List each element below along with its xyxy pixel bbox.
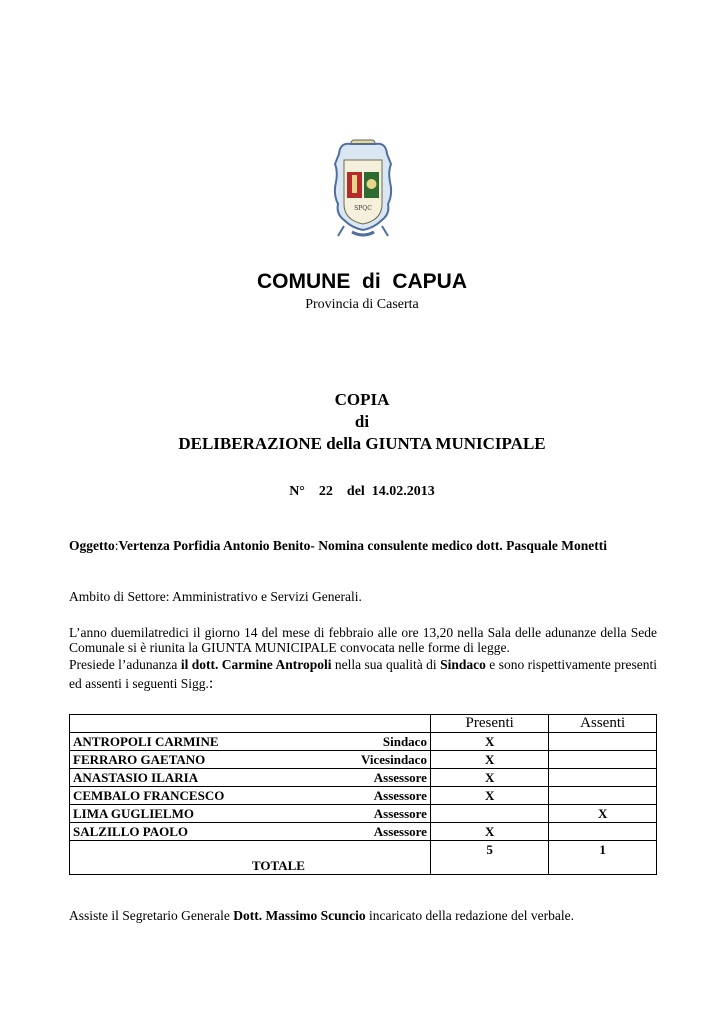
totale-presenti: 5 (430, 841, 548, 875)
table-row (70, 769, 657, 787)
header-name-cell (70, 715, 431, 733)
header-assenti: Assenti (549, 715, 657, 733)
ambito-settore: Ambito di Settore: Amministrativo e Servizi Generali. (69, 589, 362, 604)
presiede-line (69, 655, 657, 693)
oggetto-text: Vertenza Porfidia Antonio Benito- Nomina consulente medico dott. Pasquale Monetti (118, 538, 607, 553)
intro-line: L’anno duemilatredici il giorno 14 del mese di febbraio alle ore 13,20 nella Sala delle adunanze della Sede Comunale si è riunita la GIUNTA MUNICIPALE convocata nelle forme di legge. (69, 625, 657, 655)
table-row (70, 733, 657, 751)
document-type-line2: di (354, 412, 370, 431)
number-value: 22 (318, 484, 333, 499)
assente-cell (549, 751, 657, 769)
totale-label: TOTALE (70, 841, 431, 875)
table-row (70, 805, 657, 823)
oggetto-separator: : (114, 538, 119, 553)
member-role: Vicesindaco (360, 752, 427, 767)
member-role: Assessore (373, 788, 427, 803)
table-row (70, 751, 657, 769)
member-role: Assessore (373, 824, 427, 839)
totale-assenti: 1 (549, 841, 657, 875)
assente-cell (549, 733, 657, 751)
totale-row (70, 841, 657, 875)
assist-name: Dott. Massimo Scuncio (233, 908, 366, 923)
document-type (0, 389, 724, 455)
member-role: Sindaco (382, 734, 427, 749)
presiede-pre: Presiede l’adunanza (69, 657, 181, 672)
deliberation-number (0, 484, 724, 500)
org-province: Provincia di Caserta (305, 297, 419, 312)
crest-motto: SPQC (354, 205, 372, 212)
document-type-line3: DELIBERAZIONE della GIUNTA MUNICIPALE (178, 434, 546, 453)
attendance-table (69, 714, 657, 875)
member-name: SALZILLO PAOLO (73, 824, 188, 839)
assente-cell (549, 823, 657, 841)
assist-pre: Assiste il Segretario Generale (69, 908, 234, 923)
comune-crest-logo (330, 138, 396, 240)
presiede-role: Sindaco (440, 657, 486, 672)
assente-cell: X (549, 805, 657, 823)
member-role: Assessore (373, 806, 427, 821)
presiede-post: e sono rispettivamente presenti ed assenti i seguenti Sigg. (69, 657, 658, 691)
member-name: ANASTASIO ILARIA (73, 770, 199, 785)
intro-paragraph (69, 625, 657, 693)
assist-line (69, 908, 657, 923)
table-row (70, 823, 657, 841)
presente-cell: X (430, 751, 548, 769)
header-presenti: Presenti (430, 715, 548, 733)
date-value: 14.02.2013 (371, 484, 435, 499)
presente-cell: X (430, 787, 548, 805)
member-role: Assessore (373, 770, 427, 785)
table-row (70, 787, 657, 805)
presente-cell: X (430, 769, 548, 787)
assente-cell (549, 769, 657, 787)
number-prefix: N° (289, 484, 305, 499)
oggetto-label: Oggetto (69, 538, 115, 553)
assist-post: incaricato della redazione del verbale. (365, 908, 574, 923)
org-name: COMUNE di CAPUA (257, 270, 467, 293)
member-name: CEMBALO FRANCESCO (73, 788, 225, 803)
assente-cell (549, 787, 657, 805)
oggetto-line (69, 538, 657, 553)
member-name: ANTROPOLI CARMINE (73, 734, 219, 749)
document-type-line1: COPIA (334, 390, 390, 409)
member-name: LIMA GUGLIELMO (73, 806, 194, 821)
presente-cell: X (430, 823, 548, 841)
presiede-mid: nella sua qualità di (331, 657, 441, 672)
presiede-name: il dott. Carmine Antropoli (180, 657, 332, 672)
presiede-end: : (208, 675, 214, 692)
date-prefix: del (346, 484, 365, 499)
attendance-header-row (70, 715, 657, 733)
presente-cell (430, 805, 548, 823)
member-name: FERRARO GAETANO (73, 752, 206, 767)
presente-cell: X (430, 733, 548, 751)
